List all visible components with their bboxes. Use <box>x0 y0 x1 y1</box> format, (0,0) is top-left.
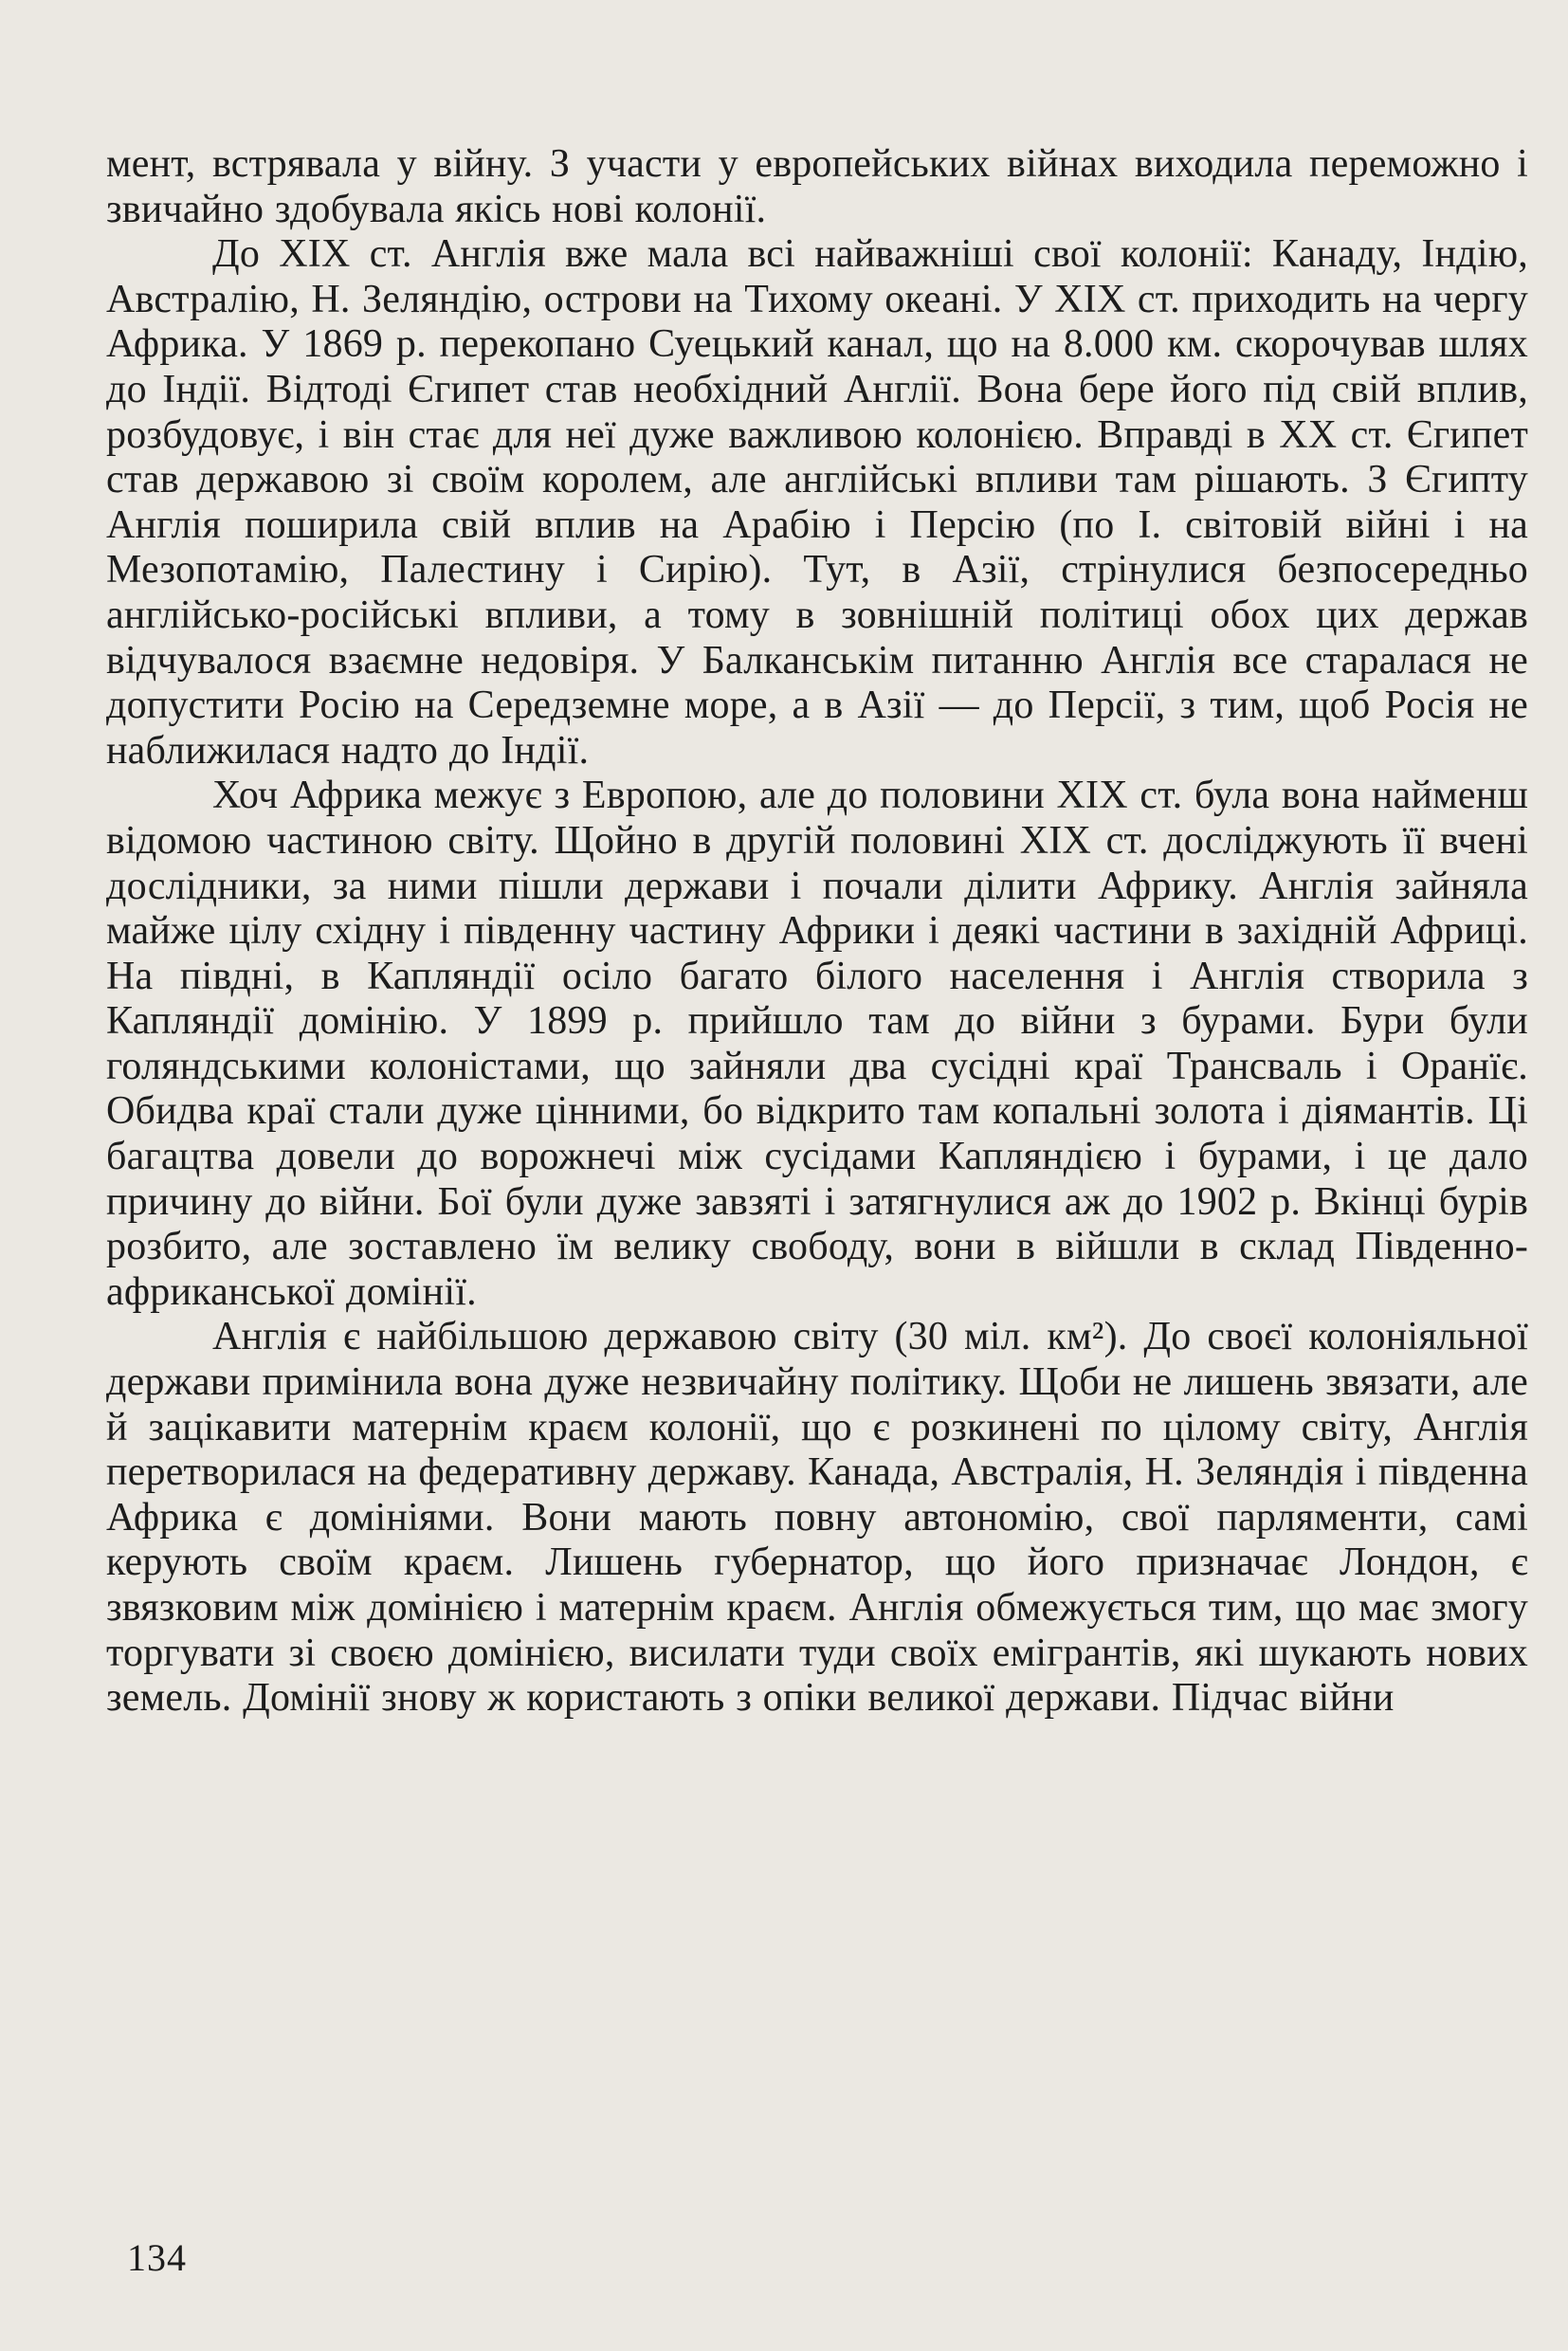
paragraph-africa: Хоч Африка межує з Европою, але до половини XIX ст. була вона найменш відомою частиною світу. Щойно в другій половині XIX ст. досліджують її вчені дослідники, за ними пішли держави і почали ділити Африку. Англія зайняла майже цілу східну і південну частину Африки і деякі частини в західній Африці. На півдні, в Капляндії осіло багато білого населення і Англія створила з Капляндії домінію. У 1899 р. прийшло там до війни з бурами. Бури були голяндськими колоністами, що зайняли два сусідні краї Трансваль і Оранїє. Обидва краї стали дуже цінними, бо відкрито там копальні золота і діямантів. Ці багацтва довели до ворожнечі між сусідами Капляндією і бурами, і це дало причину до війни. Бої були дуже завзяті і затягнулися аж до 1902 р. Вкінці бурів розбито, але зоставлено їм велику свободу, вони в війшли в склад Південно-африканської домінії. <box>106 774 1528 1314</box>
paragraph-colonies-before-19th-century: До XIX ст. Англія вже мала всі найважніші свої колонії: Канаду, Індію, Австралію, Н. Зеляндію, острови на Тихому океані. У XIX ст. приходить на чергу Африка. У 1869 р. перекопано Суецький канал, що на 8.000 км. скорочував шлях до Індії. Відтоді Єгипет став необхідний Англії. Вона бере його під свій вплив, розбудовує, і він стає для неї дуже важливою колонією. Вправді в XX ст. Єгипет став державою зі своїм королем, але англійські впливи там рішають. З Єгипту Англія поширила свій вплив на Арабію і Персію (по І. світовій війні і на Мезопотамію, Палестину і Сирію). Тут, в Азії, стрінулися безпосередньо англійсько-російські впливи, а тому в зовнішній політиці обох цих держав відчувалося взаємне недовіря. У Балканськім питанню Англія все старалася не допустити Росію на Середземне море, а в Азії — до Персії, з тим, щоб Росія не наближилася надто до Індії. <box>106 232 1528 773</box>
paragraph-dominions: Англія є найбільшою державою світу (30 міл. км²). До своєї колоніяльної держави примінила вона дуже незвичайну політику. Щоби не лишень звязати, але й зацікавити матернім краєм колонії, що є розкинені по цілому світу, Англія перетворилася на федеративну державу. Канада, Австралія, Н. Зеляндія і південна Африка є домініями. Вони мають повну автономію, свої парляменти, самі керують своїм краєм. Лишень губернатор, що його призначає Лондон, є звязковим між домінією і матернім краєм. Англія обмежується тим, що має змогу торгувати зі своєю домінією, висилати туди своїх емігрантів, які шукають нових земель. Домінії знову ж користають з опіки великої держави. Підчас війни <box>106 1315 1528 1721</box>
paragraph-continued: мент, встрявала у війну. З участи у европейських війнах виходила переможно і звичайно здобувала якісь нові колонії. <box>106 142 1528 231</box>
page-number: 134 <box>127 2236 187 2279</box>
body-text <box>106 142 1528 1722</box>
